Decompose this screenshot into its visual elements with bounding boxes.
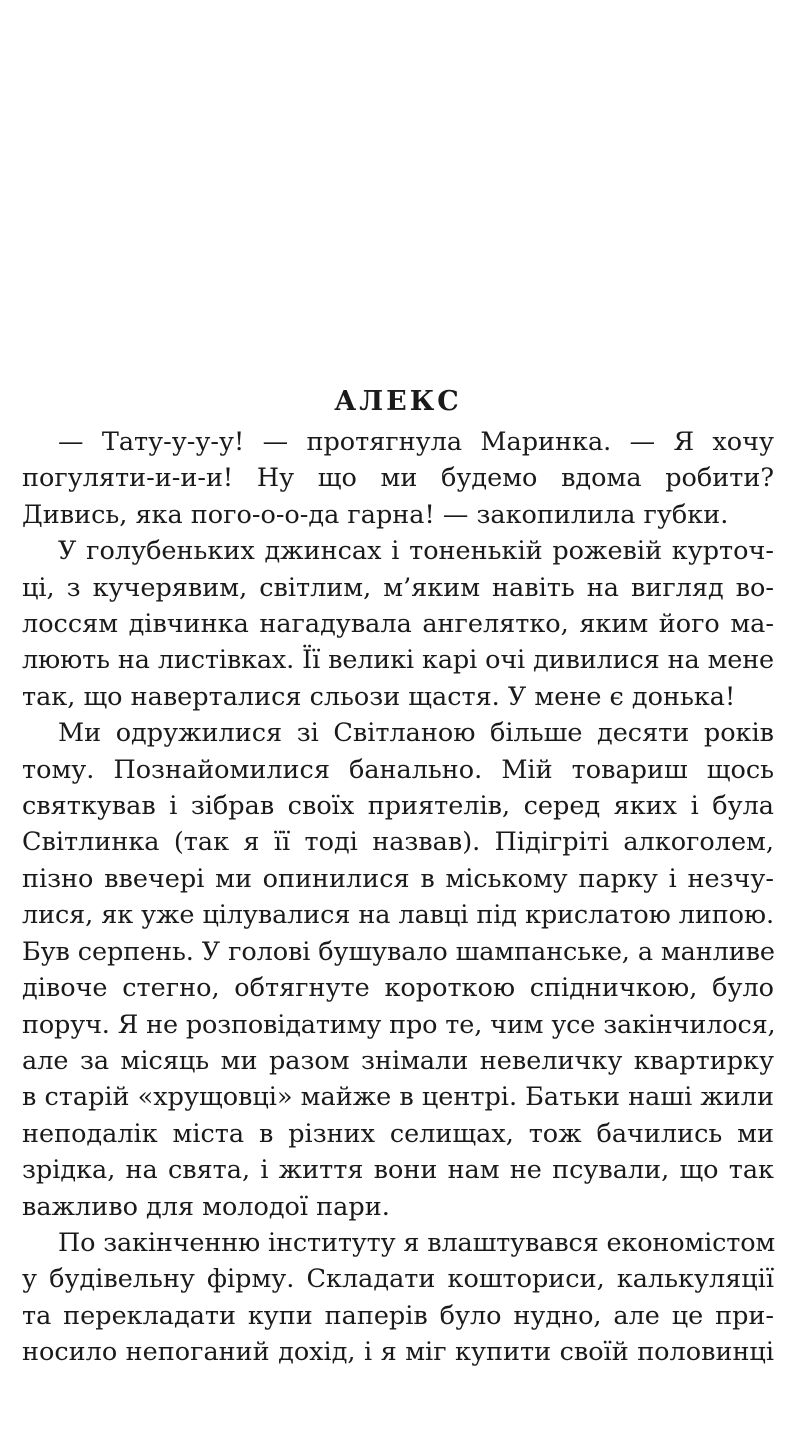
text-line: неподалік міста в різних селищах, тож бачились ми (22, 1118, 774, 1149)
text-line: Світлинка (так я її тоді назвав). Підігріті алкоголем, (22, 827, 774, 858)
text-line: важливо для молодої пари. (22, 1191, 390, 1222)
text-line: дівоче стегно, обтягнуте короткою спідничкою, було (22, 973, 774, 1004)
paragraph (22, 715, 774, 1225)
paragraph (22, 533, 774, 715)
text-line: лися, як уже цілувалися на лавці під крислатою липою. (22, 900, 774, 931)
paragraph (22, 1225, 774, 1371)
text-line: погуляти-и-и-и! Ну що ми будемо вдома робити? (22, 463, 774, 494)
text-line: тому. Познайомилися банально. Мій товариш щось (22, 754, 774, 785)
text-line: в старій «хрущовці» майже в центрі. Батьки наші жили (22, 1082, 774, 1113)
text-line: поруч. Я не розповідатиму про те, чим усе закінчилося, (22, 1009, 776, 1040)
text-line: носило непоганий дохід, і я міг купити своїй половинці (22, 1337, 774, 1368)
text-line: Дивись, яка пого-о-о-да гарна! — закопилила губки. (22, 499, 729, 530)
text-line: пізно ввечері ми опинилися в міському парку і незчу- (22, 863, 774, 894)
book-page (22, 380, 774, 1371)
chapter-title: АЛЕКС (334, 386, 462, 417)
text-line: — Тату-у-у-у! — протягнула Маринка. — Я хочу (58, 427, 774, 457)
text-line: Був серпень. У голові бушувало шампанське, а манливе (22, 936, 775, 967)
text-line: ці, з кучерявим, світлим, м’яким навіть на вигляд во- (22, 572, 774, 603)
text-line: святкував і зібрав своїх приятелів, серед яких і була (22, 791, 774, 822)
text-line: люють на листівках. Її великі карі очі дивилися на мене (22, 645, 774, 676)
text-line: лоссям дівчинка нагадувала ангелятко, яким його ма- (22, 609, 774, 640)
text-line: та перекладати купи паперів було нудно, але це при- (22, 1300, 774, 1331)
text-line: Ми одружилися зі Світланою більше десяти років (58, 718, 774, 749)
body-text (22, 424, 774, 1371)
text-line: зрідка, на свята, і життя вони нам не псували, що так (22, 1155, 774, 1186)
text-line: так, що наверталися сльози щастя. У мене є донька! (22, 681, 736, 712)
text-line: але за місяць ми разом знімали невеличку квартирку (22, 1045, 774, 1076)
text-line: у будівельну фірму. Складати кошториси, калькуляції (22, 1264, 774, 1295)
text-line: У голубеньких джинсах і тоненькій рожевій курточ- (58, 536, 774, 567)
paragraph (22, 424, 774, 533)
text-line: По закінченню інституту я влаштувався економістом (58, 1227, 776, 1258)
